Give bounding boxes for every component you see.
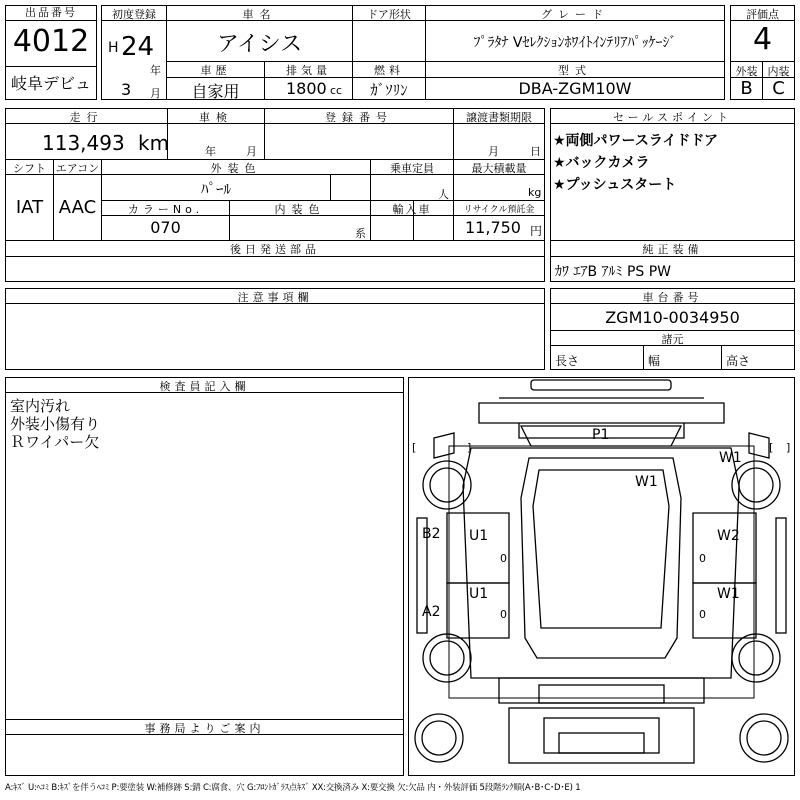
inspector-label: 検査員記入欄 <box>159 380 250 393</box>
aircon-label: エアコン <box>55 162 100 175</box>
interior-color-label: 内装色 <box>274 203 326 216</box>
chassis-label: 車台番号 <box>642 291 703 304</box>
bracket-right-close: ] <box>786 441 791 454</box>
dims-width: 幅 <box>648 354 661 368</box>
damage-mark-u1-rear-left: U1 <box>469 586 489 602</box>
transfer-day-unit: 日 <box>530 145 541 158</box>
car-name: アイシス <box>216 32 303 57</box>
notes-label: 注意事項欄 <box>237 291 313 304</box>
bracket-left-close: ] <box>467 441 472 454</box>
zero-mark-1: 0 <box>500 552 507 565</box>
venue: 岐阜デビュ <box>10 74 91 93</box>
zero-mark-4: 0 <box>699 608 706 621</box>
capacity-unit: 人 <box>438 188 449 201</box>
genuine-label: 純正装備 <box>642 243 703 256</box>
color-no-value: 070 <box>150 218 181 237</box>
damage-mark-a2: A2 <box>422 604 441 620</box>
first-reg-year-unit: 年 <box>150 64 161 77</box>
recycle-label: リサイクル預託金 <box>463 205 535 215</box>
damage-mark-u1-front-left: U1 <box>469 528 489 544</box>
damage-mark-w2: W2 <box>717 528 740 544</box>
damage-mark-p1: P1 <box>592 427 610 443</box>
mileage-unit: km <box>138 131 170 155</box>
car-name-label: 車名 <box>242 8 277 21</box>
load-unit: kg <box>528 186 542 199</box>
exterior-color-value: ﾊﾟｰﾙ <box>200 180 231 198</box>
history-label: 車歴 <box>200 64 231 77</box>
grade-label: グレード <box>541 8 609 21</box>
recycle-unit: 円 <box>530 224 543 238</box>
legend: A:ｷｽﾞ U:ﾍｺﾐ B:ｷｽﾞを伴うﾍｺﾐ P:要塗装 W:補修跡 S:錆 C:腐食、穴 G:ﾌﾛﾝﾄｶﾞﾗｽ点ｷｽﾞ XX:交換済み X:要交換 欠:欠品 内・外装評価 5段階ﾗﾝｸ順(A･B･C･D･E) 1 <box>5 783 581 793</box>
interior-label: 内装 <box>767 65 790 78</box>
dims-label: 諸元 <box>661 333 684 346</box>
import-label: 輸入車 <box>392 203 432 216</box>
damage-mark-w1-roof: W1 <box>635 474 658 490</box>
inspection-label: 車検 <box>199 111 233 124</box>
sales-point-1: ★両側パワースライドドア <box>553 133 719 149</box>
office-label: 事務局よりご案内 <box>144 722 265 735</box>
chassis-value: ZGM10-0034950 <box>605 308 740 327</box>
sales-points-label: セールスポイント <box>612 111 732 124</box>
damage-mark-b2: B2 <box>422 526 441 542</box>
sales-point-3: ★プッシュスタート <box>553 177 677 193</box>
first-reg-label: 初度登録 <box>112 8 156 21</box>
displacement-value: 1800 <box>286 79 327 98</box>
genuine-value: ｶﾜ ｴｱB ｱﾙﾐ PS PW <box>555 264 672 280</box>
inspection-year-unit: 年 <box>205 145 216 158</box>
later-parts-label: 後日発送部品 <box>230 243 320 256</box>
interior-color-unit: 系 <box>355 227 366 240</box>
color-no-label: カラーNo. <box>127 203 204 216</box>
exterior-label: 外装 <box>735 65 758 78</box>
shift-value: IAT <box>15 197 44 218</box>
first-reg-era: H <box>108 40 119 56</box>
recycle-value: 11,750 <box>465 218 521 237</box>
exterior-score: B <box>740 78 753 99</box>
dims-height: 高さ <box>726 354 751 368</box>
inspector-line-2: 外装小傷有り <box>10 415 101 433</box>
lot-label: 出品番号 <box>6 6 96 21</box>
car-diagram <box>409 378 794 775</box>
first-reg-month-unit: 月 <box>150 87 161 100</box>
mileage-label: 走行 <box>69 111 104 124</box>
grade-value: ﾌﾟﾗﾀﾅ Vｾﾚｸｼｮﾝﾎﾜｲﾄｲﾝﾃﾘｱﾊﾟｯｹｰｼﾞ <box>473 35 677 51</box>
model-label: 型式 <box>558 64 592 77</box>
inspector-line-1: 室内汚れ <box>10 397 71 415</box>
fuel-label: 燃料 <box>374 64 404 77</box>
first-reg-year: 24 <box>121 32 155 62</box>
interior-score: C <box>772 78 785 99</box>
sales-point-2: ★バックカメラ <box>553 155 650 171</box>
displacement-label: 排気量 <box>286 64 331 77</box>
dims-length: 長さ <box>555 354 580 368</box>
zero-mark-2: 0 <box>699 552 706 565</box>
transfer-label: 譲渡書類期限 <box>466 111 532 124</box>
registration-label: 登録番号 <box>325 111 393 124</box>
fuel-value: ｶﾞｿﾘﾝ <box>370 81 408 99</box>
displacement-unit: cc <box>330 84 343 97</box>
score-label: 評価点 <box>746 8 779 21</box>
exterior-color-label: 外装色 <box>210 162 262 175</box>
bracket-left-open: [ <box>412 441 417 454</box>
inspector-line-3: Ｒワイパー欠 <box>10 433 100 451</box>
door-label: ドア形状 <box>367 8 411 21</box>
damage-mark-w1-rear-right: W1 <box>717 586 740 602</box>
damage-mark-w1-front-right: W1 <box>719 450 742 466</box>
mileage-value: 113,493 <box>42 131 125 155</box>
aircon-value: AAC <box>58 197 97 218</box>
bracket-right-open: [ <box>769 441 774 454</box>
history-value: 自家用 <box>191 82 240 101</box>
transfer-month-unit: 月 <box>488 145 499 158</box>
zero-mark-3: 0 <box>500 608 507 621</box>
capacity-label: 乗車定員 <box>390 162 434 175</box>
shift-label: シフト <box>13 162 46 175</box>
first-reg-month: 3 <box>121 80 132 99</box>
lot-number: 4012 <box>12 24 90 59</box>
load-label: 最大積載量 <box>471 162 527 175</box>
model-value: DBA-ZGM10W <box>518 79 632 98</box>
inspection-month-unit: 月 <box>246 145 257 158</box>
score-value: 4 <box>752 22 773 57</box>
